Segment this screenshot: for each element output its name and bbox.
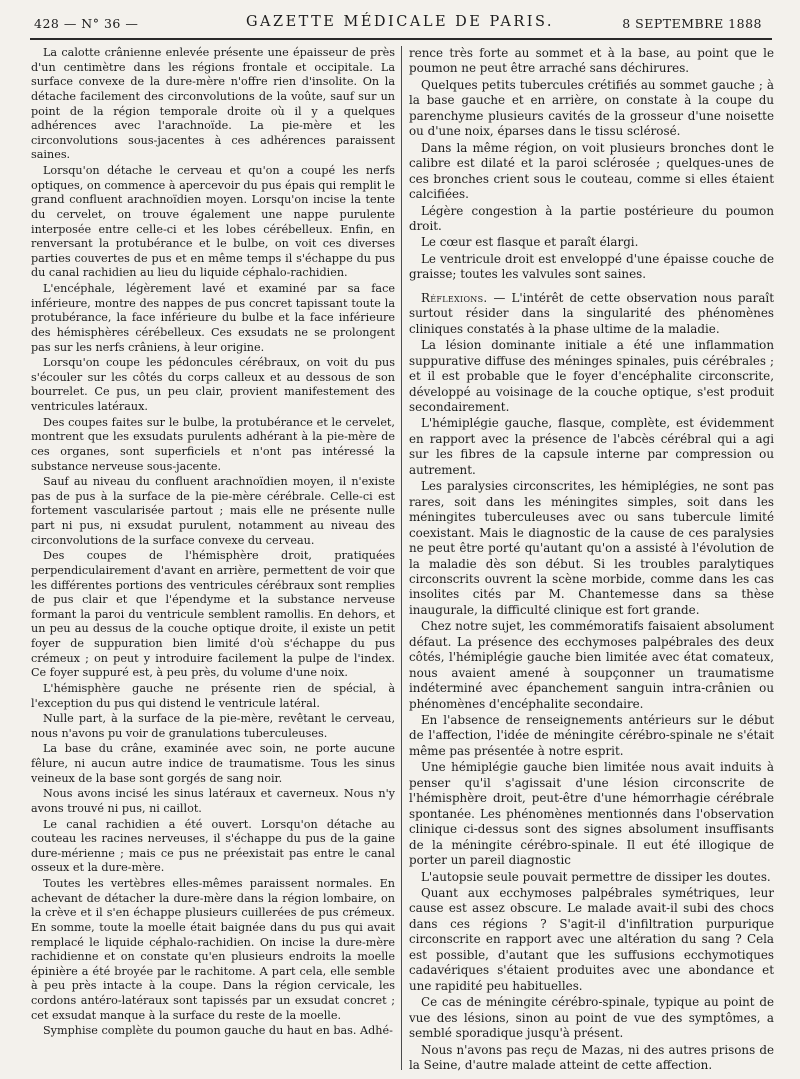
paragraph: L'encéphale, légèrement lavé et examiné par sa face inférieure, montre des nappes de pus concret tapissant toute la protubérance, la face inférieure du bulbe et la face inférieure des hémisphères cérébelleux. Ces exsudats ne se prolongent pas sur les nerfs crâniens, à leur origine.: [31, 282, 395, 354]
journal-title: GAZETTE MÉDICALE DE PARIS.: [245, 14, 555, 30]
paragraph: Les paralysies circonscrites, les hémiplégies, ne sont pas rares, soit dans les méningites simples, soit dans les méningites tuberculeuses avec ou sans tubercule limité coexistant. Mais le diagnostic de la cause de ces paralysies ne peut être porté qu'autant qu'on a assisté à l'évolution de la maladie dès son début. Si les troubles paralytiques circonscrits ouvrent la scène morbide, comme dans les cas insolites cités par M. Chantemesse dans sa thèse inaugurale, la difficulté clinique est fort grande.: [409, 479, 774, 617]
page-number: 428 — N° 36 —: [34, 16, 139, 31]
paragraph: Toutes les vertèbres elles-mêmes paraissent normales. En achevant de détacher la dure-mère dans la région lombaire, on la crève et il s'en échappe plusieurs cuillerées de pus crémeux. En somme, toute la moelle était baignée dans du pus qui avait remplacé le liquide céphalo-rachidien. On incise la dure-mère rachidienne et on constate qu'en plusieurs endroits la moelle épinière a été broyée par le rachitome. A part cela, elle semble à peu près intacte à la coupe. Dans la région cervicale, les cordons antéro-latéraux sont tapissés par un exsudat concret ; cet exsudat manque à la surface du reste de la moelle.: [31, 877, 395, 1022]
column-divider: [401, 46, 402, 1070]
paragraph: Quelques petits tubercules crétifiés au sommet gauche ; à la base gauche et en arrière, on constate à la coupe du parenchyme plusieurs cavités de la grosseur d'une noisette ou d'une noix, éparses dans le tissu sclérosé.: [409, 77, 774, 139]
left-column: [31, 46, 395, 1074]
page-header: [0, 0, 800, 44]
reflexions-paragraph: [409, 291, 774, 337]
paragraph: Nous avons incisé les sinus latéraux et caverneux. Nous n'y avons trouvé ni pus, ni caillot.: [31, 787, 395, 815]
paragraph: Symphise complète du poumon gauche du haut en bas. Adhé-: [43, 1024, 393, 1038]
paragraph: Le ventricule droit est enveloppé d'une épaisse couche de graisse; toutes les valvules sont saines.: [409, 251, 774, 282]
paragraph: En l'absence de renseignements antérieurs sur le début de l'affection, l'idée de méningite cérébro-spinale ne s'était même pas présentée à notre esprit.: [409, 713, 774, 758]
paragraph: Nulle part, à la surface de la pie-mère, revêtant le cerveau, nous n'avons pu voir de granulations tuberculeuses.: [31, 712, 395, 740]
paragraph: Le canal rachidien a été ouvert. Lorsqu'on détache au couteau les racines nerveuses, il s'échappe du pus de la gaine dure-mérienne ; mais ce pus ne préexistait pas entre le canal osseux et la dure-mère.: [31, 817, 395, 875]
paragraph: Ce cas de méningite cérébro-spinale, typique au point de vue des lésions, sinon au point de vue des symptômes, a semblé sporadique jusqu'à présent.: [409, 995, 774, 1041]
paragraph: Quant aux ecchymoses palpébrales symétriques, leur cause est assez obscure. Le malade avait-il subi des chocs dans ces régions ? S'agit-il d'infiltration purpurique circonscrite en rapport avec une altération du sang ? Cela est possible, d'autant que les suffusions ecchymotiques cadavériques s'étaient produites avec une abondance et une rapidité peu habituelles.: [409, 886, 774, 993]
paragraph: L'hémisphère gauche ne présente rien de spécial, à l'exception du pus qui distend le ventricule latéral.: [31, 681, 395, 710]
paragraph: Le cœur est flasque et paraît élargi.: [421, 235, 639, 250]
paragraph: La lésion dominante initiale a été une inflammation suppurative diffuse des méninges spinales, puis cérébrales ; et il est probable que le foyer d'encéphalite circonscrite, développé au voisinage de la couche optique, s'est produit secondairement.: [409, 338, 774, 414]
paragraph: Lorsqu'on détache le cerveau et qu'on a coupé les nerfs optiques, on commence à apercevoir du pus épais qui remplit le grand confluent arachnoïdien moyen. Lorsqu'on incise la tente du cervelet, on trouve également une nappe purulente interposée entre celle-ci et les lobes cérébelleux. Enfin, en renversant la protubérance et le bulbe, on voit ces diverses parties couvertes de pus et en même temps il s'échappe du pus du canal rachidien au lieu du liquide céphalo-rachidien.: [31, 164, 395, 280]
paragraph: Des coupes de l'hémisphère droit, pratiquées perpendiculairement d'avant en arrière, permettent de voir que les différentes portions des ventricules cérébraux sont remplies de pus clair et que l'épendyme et la substance nerveuse formant la paroi du ventricule semblent ramollis. En dehors, et un peu au dessus de la couche optique droite, il existe un petit foyer de suppuration bien limité d'où s'échappe du pus crémeux ; on peut y introduire facilement la pulpe de l'index. Ce foyer suppuré est, à peu près, du volume d'une noix.: [31, 549, 395, 680]
paragraph: Légère congestion à la partie postérieure du poumon droit.: [409, 203, 774, 233]
paragraph: Chez notre sujet, les commémoratifs faisaient absolument défaut. La présence des ecchymoses palpébrales des deux côtés, l'hémiplégie gauche bien limitée avec état comateux, nous avaient amené à soupçonner un traumatisme indéterminé avec épanchement sanguin intra-crânien ou phénomènes d'encéphalite secondaire.: [409, 619, 774, 711]
paragraph: L'hémiplégie gauche, flasque, complète, est évidemment en rapport avec la présence de l'abcès cérébral qui a agi sur les fibres de la capsule interne par compression ou autrement.: [409, 416, 774, 477]
issue-date: 8 SEPTEMBRE 1888: [622, 16, 762, 31]
paragraph-continuation: rence très forte au sommet et à la base, au point que le poumon ne peut être arraché sans déchirures.: [409, 46, 774, 76]
reflexions-label: Réflexions.: [421, 290, 488, 305]
paragraph: Dans la même région, on voit plusieurs bronches dont le calibre est dilaté et la paroi sclérosée ; quelques-unes de ces bronches crient sous le couteau, comme si elles étaient calcifiées.: [409, 140, 774, 202]
header-rule: [30, 38, 772, 40]
paragraph: L'autopsie seule pouvait permettre de dissiper les doutes.: [421, 869, 771, 884]
paragraph: Nous n'avons pas reçu de Mazas, ni des autres prisons de la Seine, d'autre malade atteint de cette affection.: [409, 1042, 774, 1072]
paragraph: Lorsqu'on coupe les pédoncules cérébraux, on voit du pus s'écouler sur les côtés du corps calleux et au dessous de son bourrelet. Ce pus, un peu clair, provient manifestement des ventricules latéraux.: [31, 356, 395, 413]
paragraph: Des coupes faites sur le bulbe, la protubérance et le cervelet, montrent que les exsudats purulents adhérant à la pie-mère de ces organes, sont superficiels et n'ont pas intéressé la substance nerveuse sous-jacente.: [31, 415, 395, 473]
right-column: [409, 46, 774, 1074]
paragraph: La base du crâne, examinée avec soin, ne porte aucune fêlure, ni aucun autre indice de traumatisme. Tous les sinus veineux de la base sont gorgés de sang noir.: [31, 742, 395, 785]
reflexions-text: — L'intérêt de cette observation nous paraît surtout résider dans la singularité des phénomènes cliniques constatés à la phase ultime de la maladie.: [409, 290, 774, 336]
paragraph: Sauf au niveau du confluent arachnoïdien moyen, il n'existe pas de pus à la surface de la pie-mère cérébrale. Celle-ci est fortement vascularisée partout ; mais elle ne présente nulle part ni pus, ni exsudat purulent, notamment au niveau des circonvolutions de la surface convexe du cerveau.: [31, 475, 395, 547]
paragraph: Une hémiplégie gauche bien limitée nous avait induits à penser qu'il s'agissait d'une lésion circonscrite de l'hémisphère droit, peut-être d'une hémorrhagie cérébrale spontanée. Les phénomènes mentionnés dans l'observation clinique ci-dessus sont des signes absolument insuffisants de la méningite cérébro-spinale. Il eut été illogique de porter un pareil diagnostic: [409, 760, 774, 868]
paragraph: La calotte crânienne enlevée présente une épaisseur de près d'un centimètre dans les régions frontale et occipitale. La surface convexe de la dure-mère n'offre rien d'insolite. On la détache facilement des circonvolutions de la voûte, sauf sur un point de la région temporale droite où il y a quelques adhérences avec l'arachnoïde. La pie-mère et les circonvolutions sous-jacentes à ces adhérences paraissent saines.: [31, 46, 395, 162]
